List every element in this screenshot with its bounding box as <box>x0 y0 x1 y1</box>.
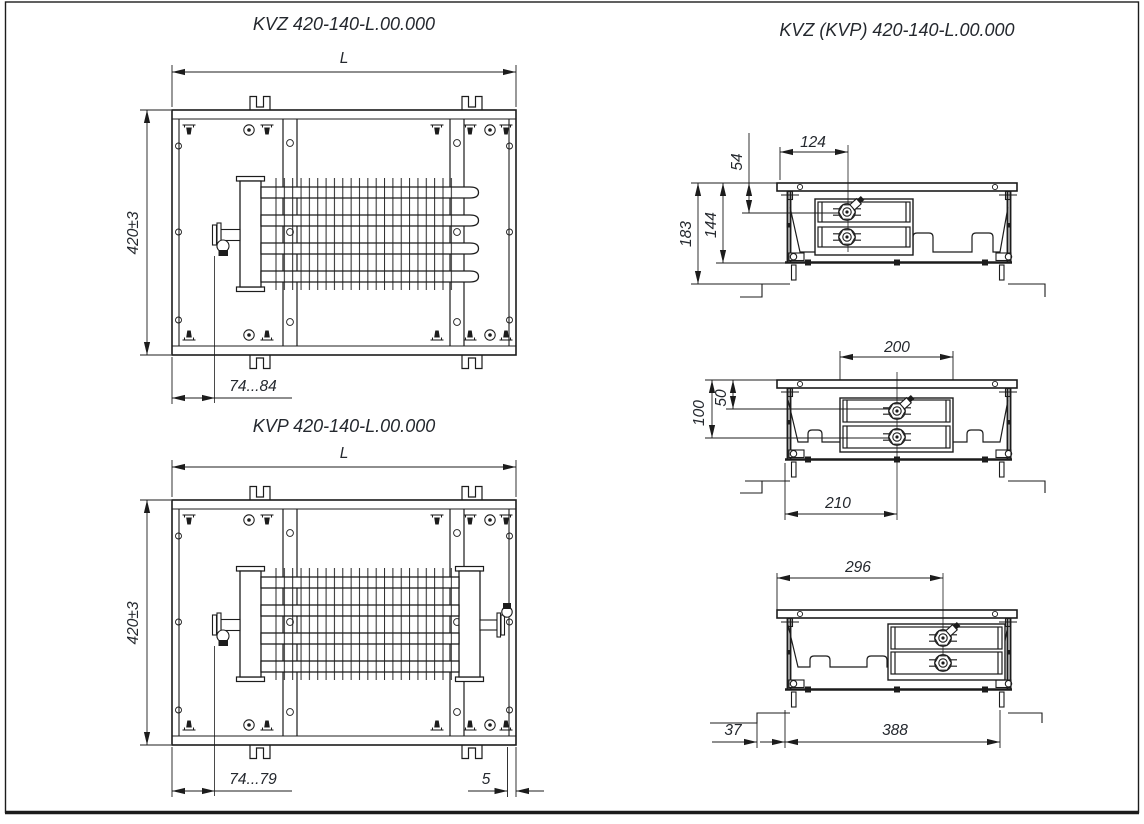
dim-label-50: 50 <box>713 389 730 407</box>
section-view-middle <box>691 339 1045 520</box>
section-view-top <box>678 133 1045 297</box>
dim-label-420-kvp: 420±3 <box>125 601 142 645</box>
kvz-dim-height <box>125 110 171 355</box>
dim-label-L-kvp: L <box>339 445 349 462</box>
kvp-right-header <box>459 571 480 677</box>
kvp-dim-edge-gap <box>468 747 544 797</box>
floor-steps-c <box>710 713 1042 723</box>
dim-label-L-kvz: L <box>339 50 349 67</box>
kvp-inlet-valve <box>213 613 241 646</box>
view-kvz-plan <box>125 14 516 404</box>
dim-label-74-84: 74...84 <box>229 378 277 395</box>
dim-label-420-kvz: 420±3 <box>125 211 142 255</box>
dim-label-124: 124 <box>800 134 826 151</box>
kvz-left-header <box>240 181 261 287</box>
kvz-plan-title: KVZ 420-140-L.00.000 <box>252 14 436 34</box>
dim-label-200: 200 <box>884 339 910 356</box>
view-kvp-plan <box>125 416 544 797</box>
kvz-inlet-valve <box>213 223 241 256</box>
kvz-dim-length <box>172 50 516 107</box>
section-view-bottom <box>710 559 1042 748</box>
dim-label-144: 144 <box>703 212 720 238</box>
sheet-border <box>5 2 1139 813</box>
dim-label-296: 296 <box>845 559 871 576</box>
dim-label-5: 5 <box>481 771 491 788</box>
kvp-dim-valve-offset <box>172 747 292 797</box>
dim-label-388: 388 <box>882 722 908 739</box>
dim-label-54: 54 <box>729 153 746 171</box>
exchanger-c <box>888 573 1005 680</box>
floor-steps-a <box>740 284 1045 297</box>
floor-steps-b <box>740 481 1045 493</box>
kvp-heat-exchanger <box>213 567 513 797</box>
dim-label-210: 210 <box>825 495 851 512</box>
kvz-dim-valve-offset <box>172 357 292 404</box>
dim-label-74-79: 74...79 <box>229 771 277 788</box>
dim-label-100: 100 <box>691 400 708 426</box>
sections-title: KVZ (KVP) 420-140-L.00.000 <box>779 20 1015 40</box>
kvp-dim-length <box>172 445 516 497</box>
kvp-fins <box>272 568 452 680</box>
exchanger-b <box>840 372 953 520</box>
kvp-dim-height <box>125 500 171 745</box>
kvp-plan-title: KVP 420-140-L.00.000 <box>252 416 436 436</box>
view-sections <box>678 20 1045 748</box>
dim-label-37: 37 <box>724 722 742 739</box>
dim-label-183: 183 <box>678 221 695 247</box>
kvz-fins <box>272 178 456 290</box>
kvp-left-header <box>240 571 261 677</box>
exchanger-a <box>815 145 913 255</box>
